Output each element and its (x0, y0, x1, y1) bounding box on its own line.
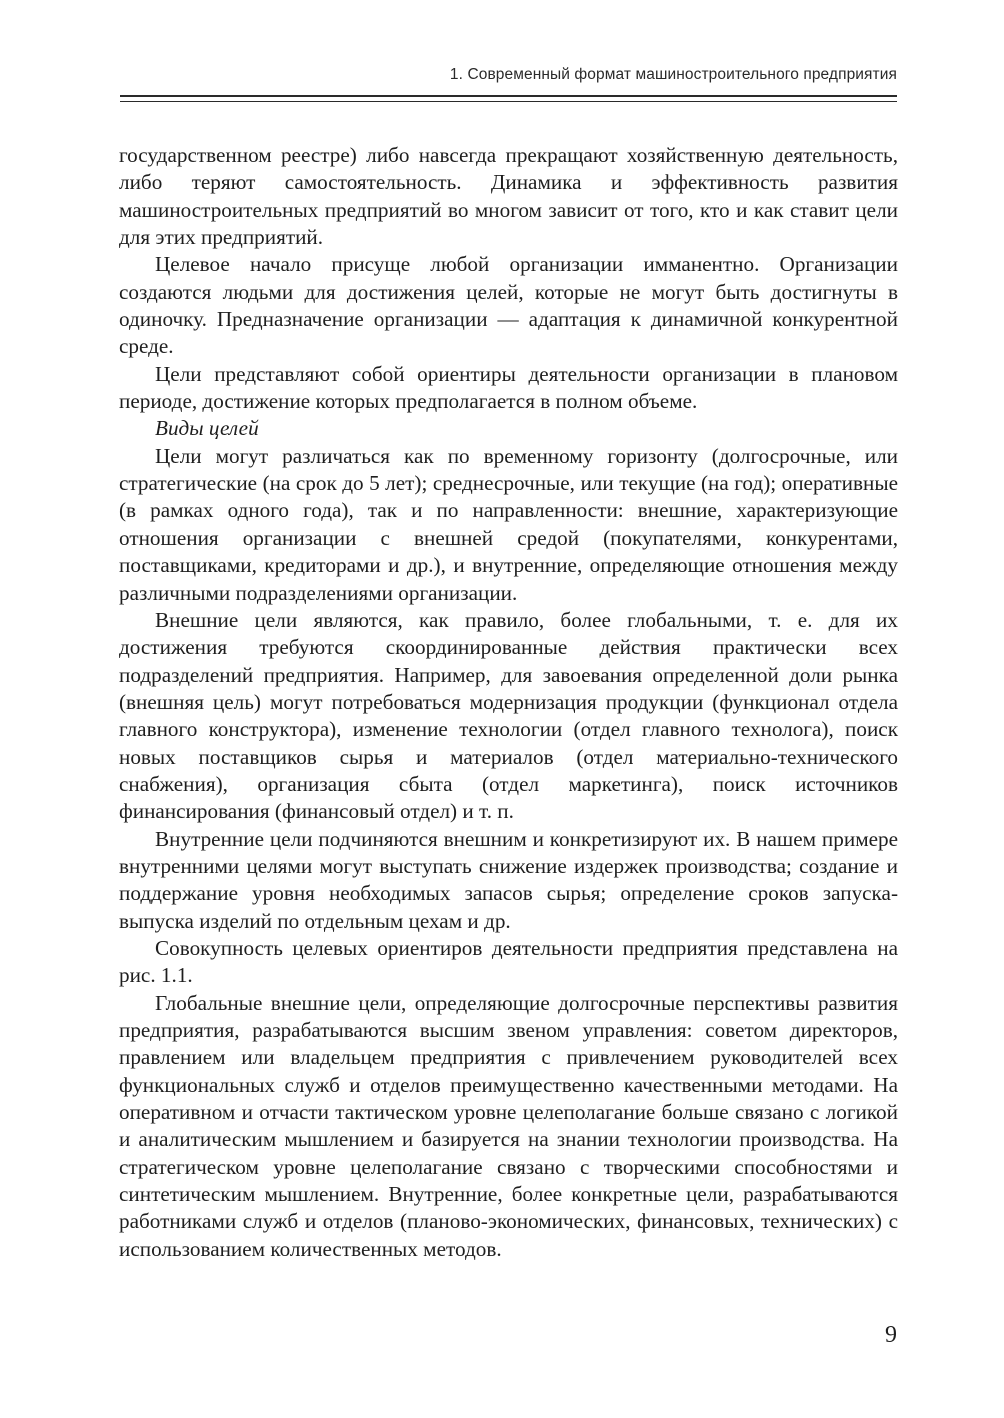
paragraph-goal-definition: Цели представляют собой ориентиры деятельности организации в плановом периоде, достижение которых предполагается в полном объеме. (119, 361, 898, 414)
paragraph-internal-goals: Внутренние цели подчиняются внешним и конкретизируют их. В нашем примере внутренними целями могут выступать снижение издержек производства; создание и поддержание уровня необходимых запасов сырья; определение сроков запуска-выпуска изделий по отдельным цехам и др. (119, 826, 898, 933)
running-header: 1. Современный формат машиностроительного предприятия (449, 66, 897, 83)
subheading-goal-types: Виды целей (155, 416, 259, 441)
paragraph-external-goals: Внешние цели являются, как правило, более глобальными, т. е. для их достижения требуются скоординированные действия практически всех подразделений предприятия. Например, для завоевания определенной доли рынка (внешняя цель) могут потребоваться модернизация продукции (функционал отдела главного конструктора), изменение технологии (отдел главного технолога), поиск новых поставщиков сырья и материалов (отдел материально-технического снабжения), организация сбыта (отдел маркетинга), поиск источников финансирования (финансовый отдел) и т. п. (119, 607, 898, 824)
paragraph-goal-horizons: Цели могут различаться как по временному горизонту (долгосрочные, или стратегические (на срок до 5 лет); среднесрочные, или текущие (на год); оперативные (в рамках одного года), так и по направленности: внешние, характеризующие отношения организации с внешней средой (покупателями, конкурентами, поставщиками, кредиторами и др.), и внутренние, определяющие отношения между различными подразделениями организации. (119, 443, 898, 605)
paragraph-goal-origin: Целевое начало присуще любой организации имманентно. Организации создаются людьми для достижения целей, которые не могут быть достигнуты в одиночку. Предназначение организации — адаптация к динамичной конкурентной среде. (119, 252, 898, 359)
body-text (119, 142, 898, 1263)
paragraph-figure-reference: Совокупность целевых ориентиров деятельности предприятия представлена на рис. 1.1. (119, 935, 898, 988)
header-rule-thick (120, 95, 897, 97)
paragraph-continuation: государственном реестре) либо навсегда прекращают хозяйственную деятельность, либо теряют самостоятельность. Динамика и эффективность развития машиностроительных предприятий во многом зависит от того, кто и как ставит цели для этих предприятий. (119, 143, 898, 250)
page-number: 9 (885, 1322, 897, 1348)
paragraph-global-goals: Глобальные внешние цели, определяющие долгосрочные перспективы развития предприятия, разрабатываются высшим звеном управления: советом директоров, правлением или владельцем предприятия с привлечением руководителей всех функциональных служб и отделов преимущественно качественными методами. На оперативном и отчасти тактическом уровне целеполагание больше связано с логикой и аналитическим мышлением и базируется на знании технологии производства. На стратегическом уровне целеполагание связано с творческими способностями и синтетическим мышлением. Внутренние, более конкретные цели, разрабатываются работниками служб и отделов (планово-экономических, финансовых, технических) с использованием количественных методов. (119, 990, 898, 1261)
header-rule-thin (120, 101, 897, 102)
